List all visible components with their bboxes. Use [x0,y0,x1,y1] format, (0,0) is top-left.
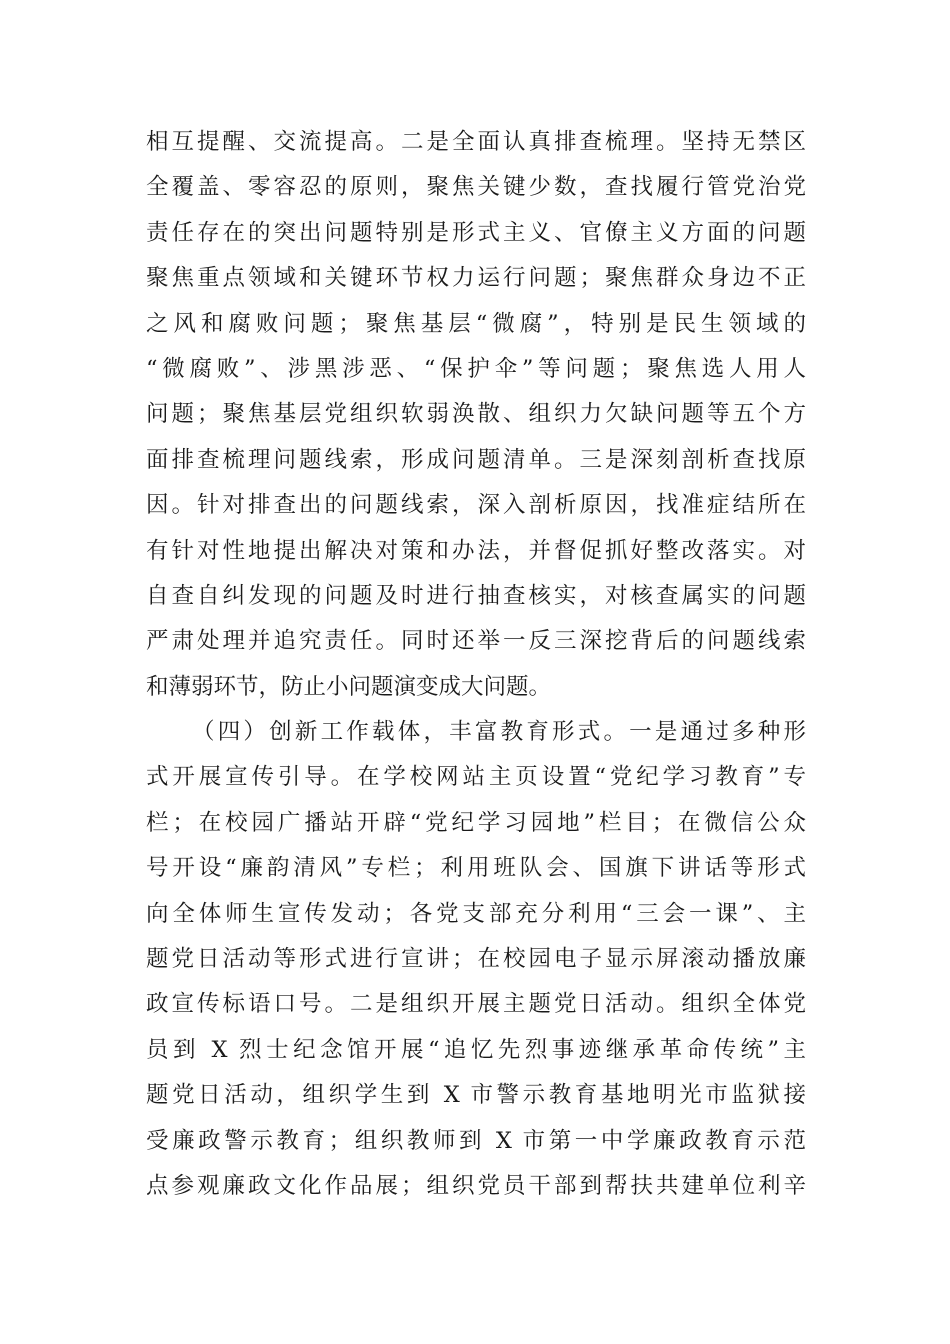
text-line: 向全体师生宣传发动；各党支部充分利用“三会一课”、主 [146,900,806,927]
text-line: 题党日活动，组织学生到 X 市警示教育基地明光市监狱接 [146,1082,806,1109]
text-line: 问题；聚焦基层党组织软弱涣散、组织力欠缺问题等五个方 [146,401,806,428]
text-line: 严肃处理并追究责任。同时还举一反三深挖背后的问题线索 [146,628,806,655]
text-line: 全覆盖、零容忍的原则，聚焦关键少数，查找履行管党治党 [146,174,806,201]
text-line: 号开设“廉韵清风”专栏；利用班队会、国旗下讲话等形式 [146,855,806,882]
text-line: 自查自纠发现的问题及时进行抽查核实，对核查属实的问题 [146,582,806,609]
text-line: 式开展宣传引导。在学校网站主页设置“党纪学习教育”专 [146,764,806,791]
text-line: 政宣传标语口号。二是组织开展主题党日活动。组织全体党 [146,991,806,1018]
text-line: 面排查梳理问题线索，形成问题清单。三是深刻剖析查找原 [146,446,806,473]
text-line: 责任存在的突出问题特别是形式主义、官僚主义方面的问题 [146,219,806,246]
text-line: 点参观廉政文化作品展；组织党员干部到帮扶共建单位利辛 [146,1172,806,1199]
text-line: 有针对性地提出解决对策和办法，并督促抓好整改落实。对 [146,537,806,564]
text-line: 之风和腐败问题；聚焦基层“微腐”，特别是民生领域的 [146,310,806,337]
text-line: 员到 X 烈士纪念馆开展“追忆先烈事迹继承革命传统”主 [146,1036,806,1063]
text-line: 受廉政警示教育；组织教师到 X 市第一中学廉政教育示范 [146,1127,806,1154]
text-line: 题党日活动等形式进行宣讲；在校园电子显示屏滚动播放廉 [146,946,806,973]
text-line: 和薄弱环节，防止小问题演变成大问题。 [146,673,552,700]
text-line: 相互提醒、交流提高。二是全面认真排查梳理。坚持无禁区 [146,129,806,155]
section-heading-line: （四）创新工作载体，丰富教育形式。一是通过多种形 [192,719,806,746]
text-line: 因。针对排查出的问题线索，深入剖析原因，找准症结所在 [146,492,806,519]
text-line: 聚焦重点领域和关键环节权力运行问题；聚焦群众身边不正 [146,265,806,292]
text-line: 栏；在校园广播站开辟“党纪学习园地”栏目；在微信公众 [146,809,806,836]
text-line: “微腐败”、涉黑涉恶、“保护伞”等问题；聚焦选人用人 [146,355,806,382]
body-text [146,120,806,1209]
